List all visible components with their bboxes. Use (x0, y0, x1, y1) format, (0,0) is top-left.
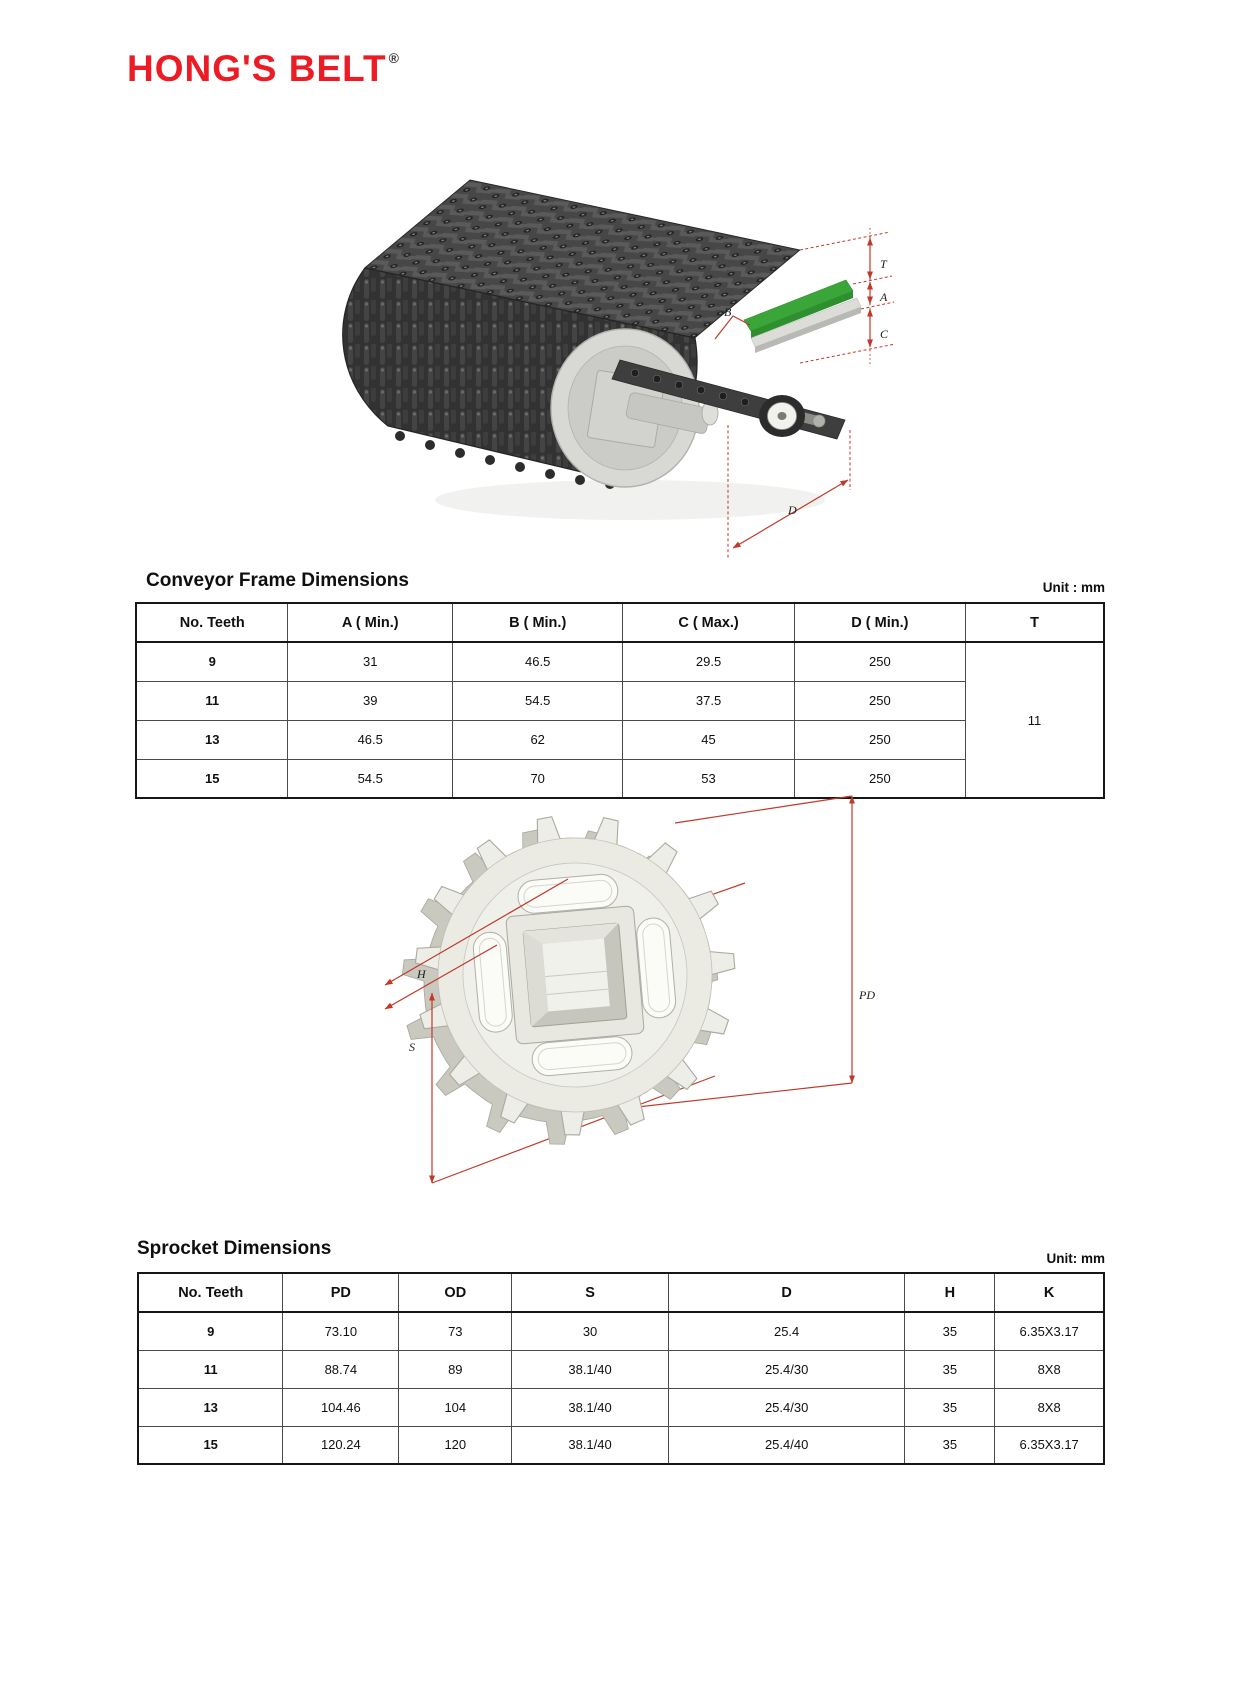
table-row (136, 681, 1104, 720)
data-cell: 104 (399, 1388, 512, 1426)
data-cell: 46.5 (453, 642, 623, 681)
teeth-cell: 9 (138, 1312, 283, 1350)
header-cell-c-max: C ( Max.) (623, 603, 794, 642)
dim-label-t: T (880, 257, 887, 271)
teeth-cell: 13 (136, 720, 288, 759)
data-cell: 30 (512, 1312, 668, 1350)
data-cell: 8X8 (995, 1350, 1104, 1388)
table-row (136, 720, 1104, 759)
square-bore-hub (506, 906, 645, 1045)
header-cell-od: OD (399, 1273, 512, 1312)
header-cell-k: K (995, 1273, 1104, 1312)
header-cell-a-min: A ( Min.) (288, 603, 453, 642)
data-cell: 70 (453, 759, 623, 798)
data-cell: 54.5 (453, 681, 623, 720)
data-cell: 45 (623, 720, 794, 759)
header-cell-no-teeth: No. Teeth (136, 603, 288, 642)
sprocket-dimensions-table (137, 1272, 1105, 1465)
sprocket-section-title: Sprocket Dimensions (137, 1238, 332, 1259)
brand-logo-text: HONG'S BELT (127, 48, 387, 89)
dim-label-pd: PD (859, 988, 875, 1002)
brand-logo (127, 48, 400, 90)
dim-label-a: A (880, 290, 888, 304)
table-row (138, 1312, 1104, 1350)
teeth-cell: 9 (136, 642, 288, 681)
wear-strip (744, 280, 861, 353)
registered-trademark-icon: ® (388, 50, 400, 66)
teeth-cell: 11 (138, 1350, 283, 1388)
conveyor-unit-label: Unit : mm (1042, 580, 1105, 595)
teeth-cell: 15 (138, 1426, 283, 1464)
data-cell: 54.5 (288, 759, 453, 798)
header-cell-no-teeth: No. Teeth (138, 1273, 283, 1312)
dim-label-s: S (409, 1040, 415, 1054)
header-cell-b-min: B ( Min.) (453, 603, 623, 642)
data-cell: 250 (794, 681, 965, 720)
data-cell: 29.5 (623, 642, 794, 681)
data-cell: 35 (905, 1388, 995, 1426)
teeth-cell: 13 (138, 1388, 283, 1426)
table-header-row (136, 603, 1104, 642)
data-cell: 88.74 (283, 1350, 399, 1388)
data-cell: 25.4 (668, 1312, 905, 1350)
header-cell-t: T (966, 603, 1104, 642)
data-cell: 25.4/40 (668, 1426, 905, 1464)
data-cell: 46.5 (288, 720, 453, 759)
data-cell: 120 (399, 1426, 512, 1464)
teeth-cell: 15 (136, 759, 288, 798)
teeth-cell: 11 (136, 681, 288, 720)
sprocket-illustration (355, 778, 895, 1203)
data-cell: 73 (399, 1312, 512, 1350)
data-cell: 62 (453, 720, 623, 759)
header-cell-s: S (512, 1273, 668, 1312)
data-cell: 6.35X3.17 (995, 1312, 1104, 1350)
header-cell-h: H (905, 1273, 995, 1312)
data-cell: 35 (905, 1426, 995, 1464)
data-cell: 38.1/40 (512, 1426, 668, 1464)
data-cell: 104.46 (283, 1388, 399, 1426)
table-row (138, 1350, 1104, 1388)
table-row (138, 1388, 1104, 1426)
dim-label-b: B (724, 305, 732, 319)
data-cell: 250 (794, 759, 965, 798)
data-cell: 31 (288, 642, 453, 681)
header-cell-d: D (668, 1273, 905, 1312)
conveyor-frame-dimensions-table (135, 602, 1105, 799)
data-cell: 35 (905, 1312, 995, 1350)
data-cell: 39 (288, 681, 453, 720)
conveyor-belt-illustration (330, 168, 910, 563)
data-cell: 250 (794, 720, 965, 759)
data-cell: 38.1/40 (512, 1388, 668, 1426)
data-cell: 89 (399, 1350, 512, 1388)
data-cell: 37.5 (623, 681, 794, 720)
data-cell: 35 (905, 1350, 995, 1388)
dim-label-c: C (880, 327, 889, 341)
data-cell: 73.10 (283, 1312, 399, 1350)
data-cell: 120.24 (283, 1426, 399, 1464)
data-cell: 8X8 (995, 1388, 1104, 1426)
data-cell: 25.4/30 (668, 1350, 905, 1388)
t-merged-cell: 11 (966, 642, 1104, 798)
dim-label-h: H (417, 967, 426, 981)
sprocket-unit-label: Unit: mm (1046, 1251, 1105, 1266)
header-cell-d-min: D ( Min.) (794, 603, 965, 642)
table-row (138, 1426, 1104, 1464)
data-cell: 53 (623, 759, 794, 798)
conveyor-section-title: Conveyor Frame Dimensions (146, 570, 409, 591)
table-header-row (138, 1273, 1104, 1312)
dim-label-d: D (788, 503, 797, 517)
data-cell: 25.4/30 (668, 1388, 905, 1426)
sprocket-body (390, 802, 749, 1157)
data-cell: 38.1/40 (512, 1350, 668, 1388)
data-cell: 6.35X3.17 (995, 1426, 1104, 1464)
data-cell: 250 (794, 642, 965, 681)
header-cell-pd: PD (283, 1273, 399, 1312)
table-row (136, 642, 1104, 681)
